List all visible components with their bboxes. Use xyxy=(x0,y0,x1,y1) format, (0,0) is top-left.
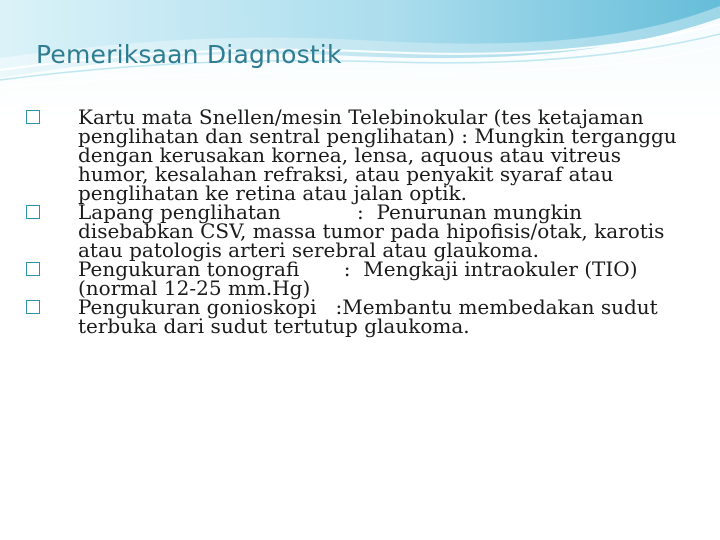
hollow-square-icon xyxy=(26,110,40,124)
bullet-list xyxy=(26,105,691,338)
list-item xyxy=(26,295,691,338)
list-item xyxy=(26,200,691,262)
slide-title: Pemeriksaan Diagnostik xyxy=(36,40,342,69)
list-item-text: Pengukuran tonografi : Mengkaji intraokuler (TIO) (normal 12-25 mm.Hg) xyxy=(78,257,644,300)
hollow-square-icon xyxy=(26,205,40,219)
hollow-square-icon xyxy=(26,300,40,314)
list-item xyxy=(26,105,691,205)
list-item-text: Pengukuran gonioskopi :Membantu membedakan sudut terbuka dari sudut tertutup glaukoma. xyxy=(78,295,665,338)
list-item xyxy=(26,257,691,300)
hollow-square-icon xyxy=(26,262,40,276)
list-item-text: Kartu mata Snellen/mesin Telebinokular (tes ketajaman penglihatan dan sentral penglihatan) : Mungkin terganggu dengan kerusakan kornea, lensa, aquous atau vitreus humor, kesalahan refraksi, atau penyakit syaraf atau penglihatan ke retina atau jalan optik. xyxy=(78,105,677,205)
list-item-text: Lapang penglihatan : Penurunan mungkin disebabkan CSV, massa tumor pada hipofisis/otak, karotis atau patologis arteri serebral atau glaukoma. xyxy=(78,200,671,262)
